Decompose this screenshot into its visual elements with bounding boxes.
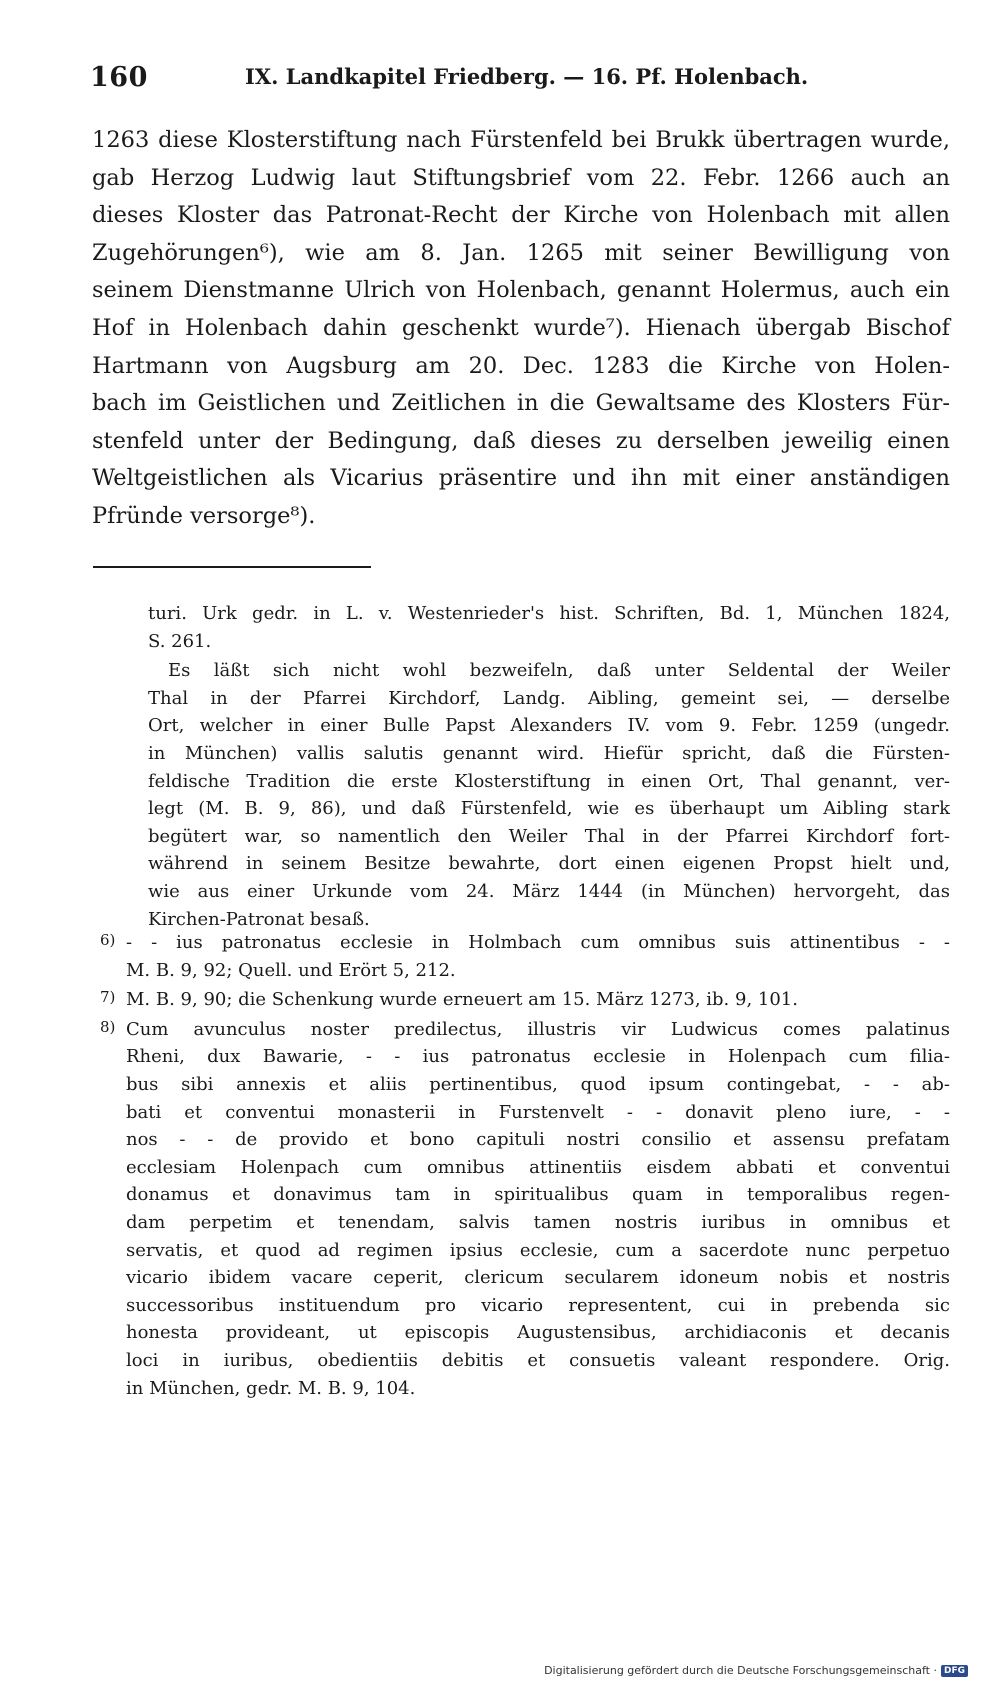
footnote-line: loci in iuribus, obedientiis debitis et consuetis valeant respondere. Orig. bbox=[126, 1349, 950, 1371]
footnote-line: donamus et donavimus tam in spiritualibus quam in temporalibus regen- bbox=[126, 1184, 950, 1206]
body-line: gab Herzog Ludwig laut Stiftungsbrief vom 22. Febr. 1266 auch an bbox=[92, 164, 950, 191]
credit-text: Digitalisierung gefördert durch die Deutsche Forschungsgemeinschaft · bbox=[544, 1664, 937, 1677]
footnote-line: Kirchen-Patronat besaß. bbox=[148, 908, 370, 930]
footnote-6 bbox=[100, 929, 950, 984]
footnotes bbox=[126, 600, 950, 935]
footnote-line: dam perpetim et tenendam, salvis tamen nostris iuribus in omnibus et bbox=[126, 1211, 950, 1233]
footnote-continuation bbox=[126, 600, 950, 655]
footnote-7 bbox=[100, 986, 950, 1014]
footnote-line: in München, gedr. M. B. 9, 104. bbox=[126, 1377, 416, 1399]
footnote-line: wie aus einer Urkunde vom 24. März 1444 (in München) hervorgeht, das bbox=[148, 880, 950, 902]
running-head: IX. Landkapitel Friedberg. — 16. Pf. Holenbach. bbox=[245, 64, 809, 89]
body-line: Hartmann von Augsburg am 20. Dec. 1283 die Kirche von Holen- bbox=[92, 352, 950, 379]
dfg-logo: DFG bbox=[941, 1665, 968, 1677]
footnote-line: begütert war, so namentlich den Weiler Thal in der Pfarrei Kirchdorf fort- bbox=[148, 825, 950, 847]
footnote-8 bbox=[100, 1016, 950, 1402]
footnote-continuation-paragraph bbox=[126, 657, 950, 933]
footnote-line: Ort, welcher in einer Bulle Papst Alexanders IV. vom 9. Febr. 1259 (ungedr. bbox=[148, 715, 950, 737]
footnote-line: in München) vallis salutis genannt wird. Hiefür spricht, daß die Fürsten- bbox=[148, 742, 950, 764]
footnote-line: bus sibi annexis et aliis pertinentibus, quod ipsum contingebat, - - ab- bbox=[126, 1073, 950, 1095]
footnote-line: S. 261. bbox=[148, 630, 212, 652]
body-line: bach im Geistlichen und Zeitlichen in die Gewaltsame des Klosters Für- bbox=[92, 390, 950, 417]
footnote-line: während in seinem Besitze bewahrte, dort einen eigenen Propst hielt und, bbox=[148, 853, 950, 875]
footnote-separator-rule bbox=[93, 566, 371, 568]
footnote-line: feldische Tradition die erste Klosterstiftung in einen Ort, Thal genannt, ver- bbox=[148, 770, 950, 792]
footnote-line: Cum avunculus noster predilectus, illustris vir Ludwicus comes palatinus bbox=[126, 1018, 950, 1040]
digitization-credit bbox=[544, 1664, 968, 1677]
body-line: Zugehörungen⁶), wie am 8. Jan. 1265 mit seiner Bewilligung von bbox=[92, 239, 950, 266]
body-line: dieses Kloster das Patronat-Recht der Kirche von Holenbach mit allen bbox=[92, 202, 950, 229]
footnote-number: 7) bbox=[100, 988, 116, 1007]
page-number: 160 bbox=[90, 62, 148, 93]
body-line: Weltgeistlichen als Vicarius präsentire und ihn mit einer anständigen bbox=[92, 465, 950, 492]
footnote-line: ecclesiam Holenpach cum omnibus attinentiis eisdem abbati et conventui bbox=[126, 1156, 950, 1178]
footnote-line: nos - - de provido et bono capituli nostri consilio et assensu prefatam bbox=[126, 1129, 950, 1151]
footnote-line: M. B. 9, 90; die Schenkung wurde erneuert am 15. März 1273, ib. 9, 101. bbox=[126, 989, 798, 1011]
footnote-line: Rheni, dux Bawarie, - - ius patronatus ecclesie in Holenpach cum filia- bbox=[126, 1046, 950, 1068]
page-header bbox=[90, 62, 950, 102]
footnote-line: successoribus instituendum pro vicario representent, cui in prebenda sic bbox=[126, 1294, 950, 1316]
footnote-line: bati et conventui monasterii in Furstenvelt - - donavit pleno iure, - - bbox=[126, 1101, 950, 1123]
footnote-line: M. B. 9, 92; Quell. und Erört 5, 212. bbox=[126, 959, 456, 981]
footnote-line: Es läßt sich nicht wohl bezweifeln, daß unter Seldental der Weiler bbox=[168, 660, 950, 682]
footnote-line: honesta provideant, ut episcopis Augustensibus, archidiaconis et decanis bbox=[126, 1322, 950, 1344]
footnote-number: 6) bbox=[100, 931, 116, 949]
footnote-line: legt (M. B. 9, 86), und daß Fürstenfeld, wie es überhaupt um Aibling stark bbox=[148, 798, 950, 820]
footnote-number: 8) bbox=[100, 1017, 116, 1036]
footnote-line: - - ius patronatus ecclesie in Holmbach cum omnibus suis attinentibus - - bbox=[126, 932, 950, 953]
body-line: 1263 diese Klosterstiftung nach Fürstenfeld bei Brukk übertragen wurde, bbox=[92, 127, 950, 153]
footnote-line: Thal in der Pfarrei Kirchdorf, Landg. Aibling, gemeint sei, — derselbe bbox=[148, 687, 950, 709]
body-line: Pfründe versorge⁸). bbox=[92, 502, 316, 529]
numbered-footnotes bbox=[100, 929, 950, 1404]
body-line: seinem Dienstmanne Ulrich von Holenbach, genannt Holermus, auch ein bbox=[92, 277, 950, 304]
body-line: stenfeld unter der Bedingung, daß dieses zu derselben jeweilig einen bbox=[92, 427, 950, 454]
footnote-line: turi. Urk gedr. in L. v. Westenrieder's hist. Schriften, Bd. 1, München 1824, bbox=[148, 603, 950, 624]
footnote-line: servatis, et quod ad regimen ipsius ecclesie, cum a sacerdote nunc perpetuo bbox=[126, 1239, 950, 1261]
main-text bbox=[92, 122, 950, 536]
footnote-line: vicario ibidem vacare ceperit, clericum secularem idoneum nobis et nostris bbox=[126, 1267, 950, 1289]
body-line: Hof in Holenbach dahin geschenkt wurde⁷). Hienach übergab Bischof bbox=[92, 314, 950, 341]
